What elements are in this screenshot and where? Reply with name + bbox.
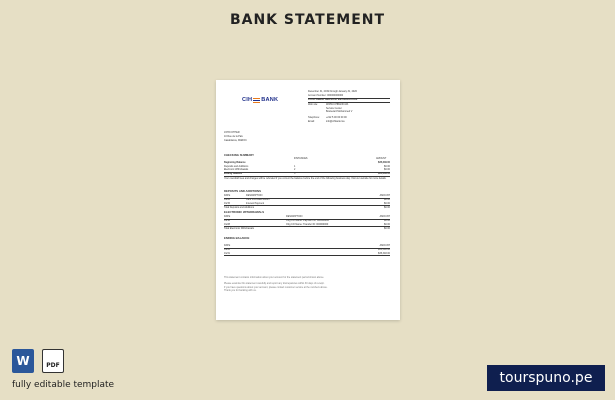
checking-row-instances: 2 (294, 168, 296, 171)
word-file-icon: W (12, 349, 34, 373)
footer-line-0: This statement contains information about your account for the statement period shown above. (224, 276, 325, 279)
withdrawals-header: ELECTRONIC WITHDRAWALS (224, 210, 265, 214)
checking-row-instances: 1 (294, 164, 296, 168)
notice-text: Your overdraft fees and charges will be refunded if you correct the balance before the end of the following business day. Visit our website for more details. (224, 177, 387, 180)
row-desc: Orig CO Name: Transfer ID: 000000000 (286, 222, 329, 226)
page-title: BANK STATEMENT (229, 12, 386, 28)
cs-label-0: Web site: (308, 103, 318, 106)
withdrawals-total (224, 227, 390, 230)
row-date: 01/15 (224, 201, 230, 205)
row-amount: $0.00 (384, 219, 390, 222)
row-desc: Card Purchase Return (246, 198, 270, 201)
cs-value-0: WWW.CIHBANK.MA (326, 103, 349, 106)
bank-logo (242, 98, 278, 103)
ending-balance-header: ENDING BALANCE (224, 236, 250, 240)
ending-col-date: DATE (224, 244, 231, 247)
withdrawals-total-label: Total Electronic Withdrawals (224, 226, 254, 230)
checking-summary-header: CHECKING SUMMARY (224, 153, 255, 157)
row-desc: Interest Payment (246, 201, 265, 205)
footer-line-1: Please examine this statement carefully and report any discrepancies within 30 days of receipt. (224, 282, 325, 285)
footer-line-3: Thank you for banking with us. (224, 289, 257, 292)
checking-row-label: Electronic Withdrawals (224, 168, 249, 171)
withdrawals-col-amount: AMOUNT (379, 215, 390, 218)
row-amount: $35,348.00 (378, 248, 390, 251)
checking-col-instances: INSTANCES (294, 157, 308, 160)
customer-line-1: 10 Rue de la Paix (224, 135, 243, 138)
customer-line-2: Casablanca, MAROC (224, 139, 247, 142)
customer-line-0: JOHN OTHER (224, 131, 240, 134)
format-icons (12, 349, 64, 373)
row-date: 01/06 (224, 248, 230, 251)
cs-value-1: Service Center (326, 106, 342, 110)
cs-header: CUSTOMER SERVICE INFORMATION (308, 97, 358, 101)
editable-template-caption: fully editable template (12, 380, 115, 390)
row-date: 01/31 (224, 251, 230, 255)
checking-row-instances: 3 (294, 172, 296, 175)
cs-value-3: +212 5 00 00 00 00 (326, 116, 347, 119)
pdf-file-icon: PDF (42, 349, 64, 373)
ending-col-amount: AMOUNT (379, 244, 390, 247)
footer-line-2: If you have questions about your account, please contact customer service at the numbers above. (224, 285, 328, 289)
checking-row-amount: $35,348.00 (378, 161, 390, 164)
cs-value-4: info@cihbank.ma (326, 120, 345, 123)
checking-row-amount: $0.00 (384, 164, 390, 168)
logo-cih-text: CIH (242, 96, 253, 103)
deposits-col-amount: AMOUNT (379, 194, 390, 197)
bank-statement-document (216, 80, 400, 320)
checking-row-label: Beginning Balance (224, 161, 246, 164)
withdrawals-col-desc: DESCRIPTION (286, 215, 303, 218)
deposits-header: DEPOSITS AND ADDITIONS (224, 189, 261, 193)
row-desc: Orig CO Name: Payment ID: 000000000 (286, 219, 329, 222)
checking-row-amount: $35,348.00 (378, 172, 390, 175)
cs-label-4: Email: (308, 120, 315, 123)
row-amount: $0.00 (384, 198, 390, 201)
checking-row-label: Deposits and Additions (224, 164, 249, 168)
checking-col-amount: AMOUNT (376, 157, 387, 160)
checking-row-amount: $0.00 (384, 168, 390, 171)
account-number: Account Number: 000000000000 (308, 93, 344, 97)
deposits-total-amount: $0.00 (384, 205, 390, 209)
withdrawals-total-amount: $0.00 (384, 226, 390, 230)
row-date: 01/06 (224, 198, 230, 201)
row-date: 01/28 (224, 222, 230, 226)
brand-badge: tourspuno.pe (487, 365, 605, 391)
cs-value-2: Boulevard Mohammed V (326, 110, 353, 113)
statement-period: December 31, 2019 through January 31, 2020 (308, 90, 357, 93)
row-amount: $35,348.00 (378, 251, 390, 255)
cs-label-3: Telephone: (308, 116, 320, 119)
deposits-col-date: DATE (224, 194, 231, 197)
checking-row-label: Ending Balance (224, 172, 242, 175)
logo-mark-icon (253, 98, 260, 103)
deposits-total-label: Total Deposits and Additions (224, 205, 255, 209)
deposits-total (224, 206, 390, 209)
row-date: 01/10 (224, 219, 230, 222)
row-amount: $0.00 (384, 222, 390, 226)
deposits-col-desc: DESCRIPTION (246, 194, 263, 197)
withdrawals-col-date: DATE (224, 215, 231, 218)
row-amount: $0.00 (384, 201, 390, 205)
logo-bank-text: BANK (261, 96, 279, 103)
